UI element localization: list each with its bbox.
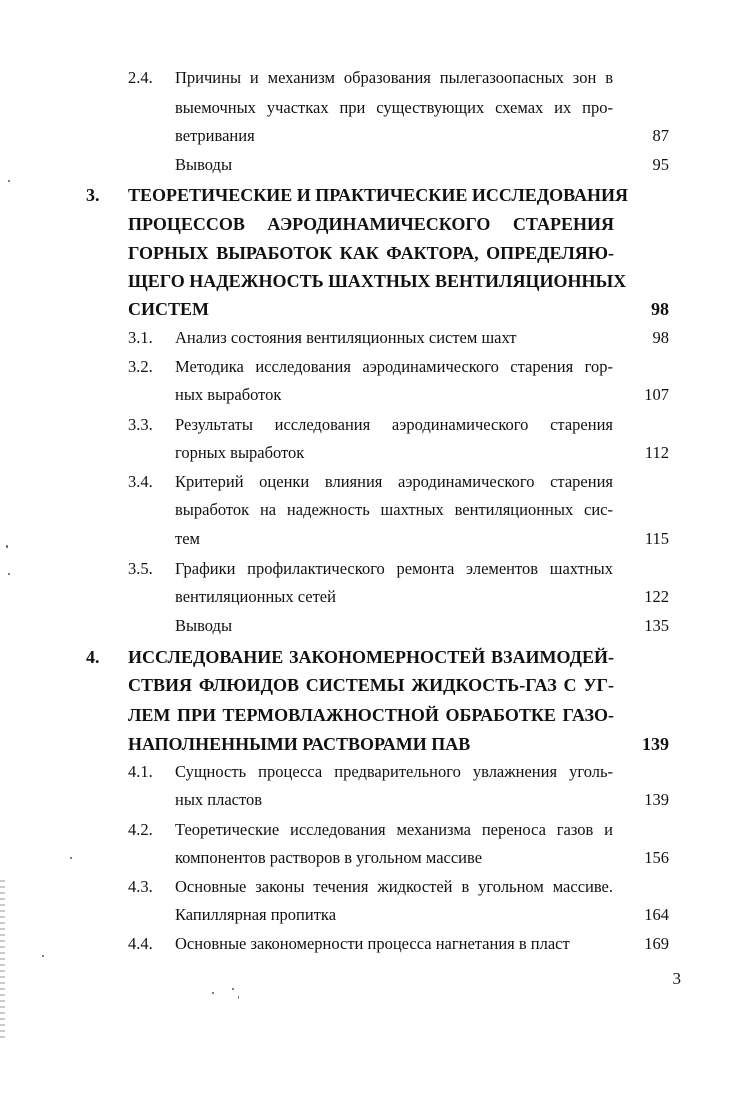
page-number: 95 (652, 155, 669, 174)
section-number: 4.3. (128, 877, 153, 896)
page-number: 139 (644, 790, 669, 809)
chapter-title: ГОРНЫХ ВЫРАБОТОК КАК ФАКТОРА, ОПРЕДЕЛЯЮ- (128, 243, 614, 263)
entry-text: выработок на надежность шахтных вентиляционных сис- (175, 500, 613, 519)
entry-text: Графики профилактического ремонта элементов шахтных (175, 559, 613, 578)
page-number: 107 (644, 385, 669, 404)
toc-line (0, 380, 733, 410)
page-number: 115 (644, 529, 669, 548)
entry-text: Критерий оценки влияния аэродинамического старения (175, 472, 613, 491)
entry-text: Выводы (175, 616, 233, 635)
chapter-title: ЛЕМ ПРИ ТЕРМОВЛАЖНОСТНОЙ ОБРАБОТКЕ ГАЗО- (128, 705, 614, 725)
chapter-line (0, 700, 733, 730)
entry-text: ных выработок (175, 385, 282, 404)
toc-line (0, 495, 733, 525)
entry-text: Выводы (175, 155, 233, 174)
chapter-number: 3. (86, 185, 100, 205)
entry-text: тем (175, 529, 200, 548)
scan-speck (6, 545, 8, 548)
section-number: 2.4. (128, 68, 153, 87)
scan-speck (42, 955, 44, 957)
toc-line (0, 150, 733, 180)
entry-text: ных пластов (175, 790, 263, 809)
chapter-title: СИСТЕМ (128, 299, 209, 319)
section-number: 4.4. (128, 934, 153, 953)
entry-text: Основные законы течения жидкостей в угольном массиве. (175, 877, 613, 896)
entry-text: вентиляционных сетей (175, 587, 336, 606)
chapter-title: НАПОЛНЕННЫМИ РАСТВОРАМИ ПАВ (128, 734, 471, 754)
entry-text: горных выработок (175, 443, 305, 462)
scan-speck (232, 988, 234, 990)
chapter-line (0, 238, 733, 268)
entry-text: выемочных участках при существующих схемах их про- (175, 98, 613, 117)
chapter-title: ПРОЦЕССОВ АЭРОДИНАМИЧЕСКОГО СТАРЕНИЯ (128, 214, 614, 234)
page-number: 156 (644, 848, 669, 867)
chapter-line (0, 642, 733, 672)
chapter-title: ИССЛЕДОВАНИЕ ЗАКОНОМЕРНОСТЕЙ ВЗАИМОДЕЙ- (128, 647, 614, 667)
toc-line (0, 582, 733, 612)
toc-line (0, 63, 733, 93)
chapter-title: ТЕОРЕТИЧЕСКИЕ И ПРАКТИЧЕСКИЕ ИССЛЕДОВАНИЯ (128, 185, 629, 205)
chapter-number: 4. (86, 647, 100, 667)
toc-line (0, 467, 733, 497)
page-number: 139 (642, 734, 669, 754)
entry-text: Методика исследования аэродинамического старения гор- (175, 357, 613, 376)
scan-speck (238, 996, 239, 999)
toc-line (0, 438, 733, 468)
section-number: 4.1. (128, 762, 153, 781)
page-number: 98 (652, 328, 669, 347)
chapter-line (0, 729, 733, 759)
toc-line (0, 929, 733, 959)
entry-text: Причины и механизм образования пылегазоопасных зон в (175, 68, 613, 87)
entry-text: ветривания (175, 126, 255, 145)
section-number: 4.2. (128, 820, 153, 839)
page-number: 164 (644, 905, 669, 924)
entry-text: Основные закономерности процесса нагнетания в пласт (175, 934, 570, 953)
chapter-line (0, 209, 733, 239)
scan-speck (212, 992, 214, 994)
toc-line (0, 815, 733, 845)
page-number: 122 (644, 587, 669, 606)
toc-line (0, 121, 733, 151)
toc-line (0, 757, 733, 787)
chapter-line (0, 670, 733, 700)
toc-line (0, 872, 733, 902)
chapter-title: ЩЕГО НАДЕЖНОСТЬ ШАХТНЫХ ВЕНТИЛЯЦИОННЫХ (128, 271, 627, 291)
page-number: 135 (644, 616, 669, 635)
section-number: 3.5. (128, 559, 153, 578)
toc-line (0, 410, 733, 440)
page-number: 87 (652, 126, 669, 145)
scan-speck (70, 857, 72, 859)
section-number: 3.1. (128, 328, 153, 347)
section-number: 3.3. (128, 415, 153, 434)
toc-line (0, 843, 733, 873)
toc-line (0, 611, 733, 641)
toc-line (0, 785, 733, 815)
chapter-line (0, 180, 733, 210)
section-number: 3.2. (128, 357, 153, 376)
page-number: 169 (644, 934, 669, 953)
entry-text: компонентов растворов в угольном массиве (175, 848, 483, 867)
chapter-line (0, 294, 733, 324)
scan-speck (8, 180, 10, 182)
toc-line (0, 323, 733, 353)
page-number: 98 (651, 299, 669, 319)
entry-text: Результаты исследования аэродинамического старения (175, 415, 613, 434)
chapter-title: СТВИЯ ФЛЮИДОВ СИСТЕМЫ ЖИДКОСТЬ-ГАЗ С УГ- (128, 675, 614, 695)
page-number: 112 (644, 443, 669, 462)
entry-text: Капиллярная пропитка (175, 905, 337, 924)
toc-line (0, 900, 733, 930)
section-number: 3.4. (128, 472, 153, 491)
scan-speck (8, 573, 10, 575)
entry-text: Анализ состояния вентиляционных систем шахт (175, 328, 517, 347)
sheet-number: 3 (672, 969, 681, 988)
chapter-line (0, 266, 733, 296)
toc-line (0, 352, 733, 382)
toc-line (0, 524, 733, 554)
toc-line (0, 554, 733, 584)
entry-text: Сущность процесса предварительного увлажнения уголь- (175, 762, 613, 781)
entry-text: Теоретические исследования механизма переноса газов и (175, 820, 613, 839)
scan-binding-edge (0, 880, 5, 1040)
toc-line (0, 93, 733, 123)
